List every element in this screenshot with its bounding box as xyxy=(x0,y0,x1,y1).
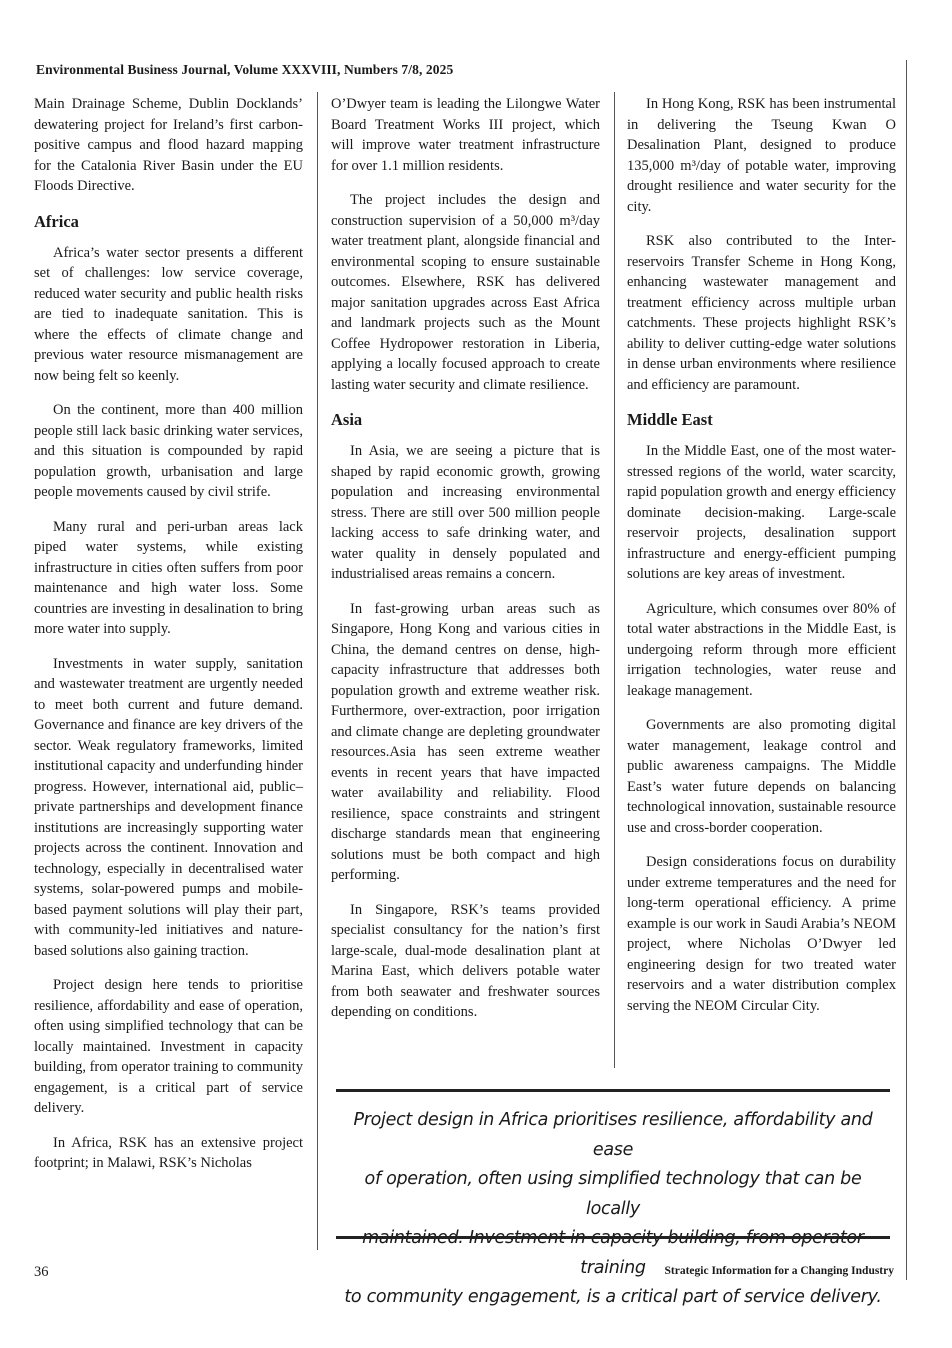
paragraph: Agriculture, which consumes over 80% of total water abstractions in the Middle East, is undergoing reform through more efficient irrigation technologies, water reuse and leakage management. xyxy=(627,600,896,699)
paragraph: In Singapore, RSK’s teams provided specialist consultancy for the nation’s first large-scale, dual-mode desalination plant at Marina East, which delivers potable water from both seawater and freshwater sources depending on conditions. xyxy=(331,901,600,1020)
section-heading-africa: Africa xyxy=(34,211,79,231)
pullquote-line: of operation, often using simplified technology that can be locally xyxy=(364,1169,862,1219)
paragraph: Design considerations focus on durability under extreme temperatures and the need for long-term operational efficiency. A prime example is our work in Saudi Arabia’s NEOM project, where Nicholas O’Dwyer led engineering design for two treated water reservoirs and a water distribution complex serving the NEOM Circular City. xyxy=(627,854,896,1014)
column-2 xyxy=(331,94,600,1037)
paragraph: Investments in water supply, sanitation and wastewater treatment are urgently needed to meet both current and future demand. Governance and finance are key drivers of the sector. Weak regulatory frameworks, limited institutional capacity and underfunding hinder progress. However, international aid, public–private partnerships and development finance institutions are increasingly supporting water projects across the continent. Innovation and technology, especially in decentralised water systems, solar-powered pumps and mobile-based payment solutions will play their part, with community-led initiatives and nature-based solutions also gaining traction. xyxy=(34,655,303,959)
page-number: 36 xyxy=(34,1264,49,1280)
paragraph: In Hong Kong, RSK has been instrumental in delivering the Tseung Kwan O Desalination Plant, designed to produce 135,000 m³/day of potable water, improving drought resilience and water security for the city. xyxy=(627,96,896,215)
column-divider-2 xyxy=(614,92,615,1068)
paragraph: In Asia, we are seeing a picture that is shaped by rapid economic growth, growing population and increasing environmental stress. There are still over 500 million people lacking access to safe drinking water, and water quality in densely populated and industrialised areas remains a concern. xyxy=(331,443,600,582)
section-heading-middle-east: Middle East xyxy=(627,410,713,429)
column-divider-1 xyxy=(317,92,318,1250)
section-heading-asia: Asia xyxy=(331,410,363,429)
pullquote-line: Project design in Africa prioritises resilience, affordability and ease xyxy=(353,1110,873,1160)
paragraph: In fast-growing urban areas such as Singapore, Hong Kong and various cities in China, the demand centres on dense, high-capacity infrastructure that addresses both population growth and extreme weather risk. Furthermore, over-extraction, poor irrigation and climate change are depleting groundwater resources.Asia has seen extreme weather events in recent years that have impacted water availability and reliability. Flood resilience, space constraints and stringent discharge standards mean that engineering solutions must be both compact and high performing. xyxy=(331,600,600,883)
pullquote-line: to community engagement, is a critical part of service delivery. xyxy=(344,1287,882,1307)
paragraph: Main Drainage Scheme, Dublin Docklands’ dewatering project for Ireland’s first carbon-positive campus and flood hazard mapping for the Catalonia River Basin under the EU Floods Directive. xyxy=(34,96,303,194)
paragraph: O’Dwyer team is leading the Lilongwe Water Board Treatment Works III project, which will improve water treatment infrastructure for over 1.1 million residents. xyxy=(331,96,600,174)
paragraph: Governments are also promoting digital water management, leakage control and public awareness campaigns. The Middle East’s water future depends on balancing technological innovation, sustainable resource use and cross-border cooperation. xyxy=(627,717,896,836)
column-3 xyxy=(627,94,896,1030)
column-1 xyxy=(34,94,303,1188)
right-margin-rule xyxy=(906,60,907,1280)
footer-tagline: Strategic Information for a Changing Industry xyxy=(664,1265,894,1277)
pullquote-bottom-rule xyxy=(336,1236,890,1239)
paragraph: On the continent, more than 400 million people still lack basic drinking water services, and this situation is compounded by rapid population growth, urbanisation and large people movements caused by civil strife. xyxy=(34,402,303,500)
paragraph: Africa’s water sector presents a different set of challenges: low service coverage, reduced water security and public health risks are tied to inadequate sanitation. This is where the effects of climate change and previous water resource mismanagement are now being felt so keenly. xyxy=(34,244,303,384)
journal-header: Environmental Business Journal, Volume XXXVIII, Numbers 7/8, 2025 xyxy=(36,62,454,77)
pullquote xyxy=(336,1106,890,1313)
paragraph: Project design here tends to prioritise resilience, affordability and ease of operation, often using simplified technology that can be locally maintained. Investment in capacity building, from operator training to community engagement, is a critical part of service delivery. xyxy=(34,977,304,1116)
pullquote-top-rule xyxy=(336,1089,890,1092)
paragraph: RSK also contributed to the Inter-reservoirs Transfer Scheme in Hong Kong, enhancing wastewater management and treatment efficiency across multiple urban catchments. These projects highlight RSK’s ability to deliver cutting-edge water solutions in dense urban environments where resilience and efficiency are paramount. xyxy=(627,233,896,393)
paragraph: The project includes the design and construction supervision of a 50,000 m³/day water treatment plant, alongside financial and environmental scoping to ensure sustainable outcomes. Elsewhere, RSK has delivered major sanitation upgrades across East Africa and landmark projects such as the Mount Coffee Hydropower restoration in Liberia, applying a locally focused approach to create lasting water security and climate resilience. xyxy=(331,192,600,393)
paragraph: Many rural and peri-urban areas lack piped water systems, while existing infrastructure in cities often suffers from poor maintenance and high water loss. Some countries are investing in desalination to bring more water into supply. xyxy=(34,518,303,637)
pullquote-line: training xyxy=(580,1257,646,1278)
paragraph: In Africa, RSK has an extensive project footprint; in Malawi, RSK’s Nicholas xyxy=(34,1134,303,1171)
paragraph: In the Middle East, one of the most water-stressed regions of the world, water scarcity, rapid population growth and energy efficiency dominate decision-making. Large-scale reservoir projects, desalination support infrastructure and energy-efficient pumping solutions are key areas of investment. xyxy=(627,443,896,582)
